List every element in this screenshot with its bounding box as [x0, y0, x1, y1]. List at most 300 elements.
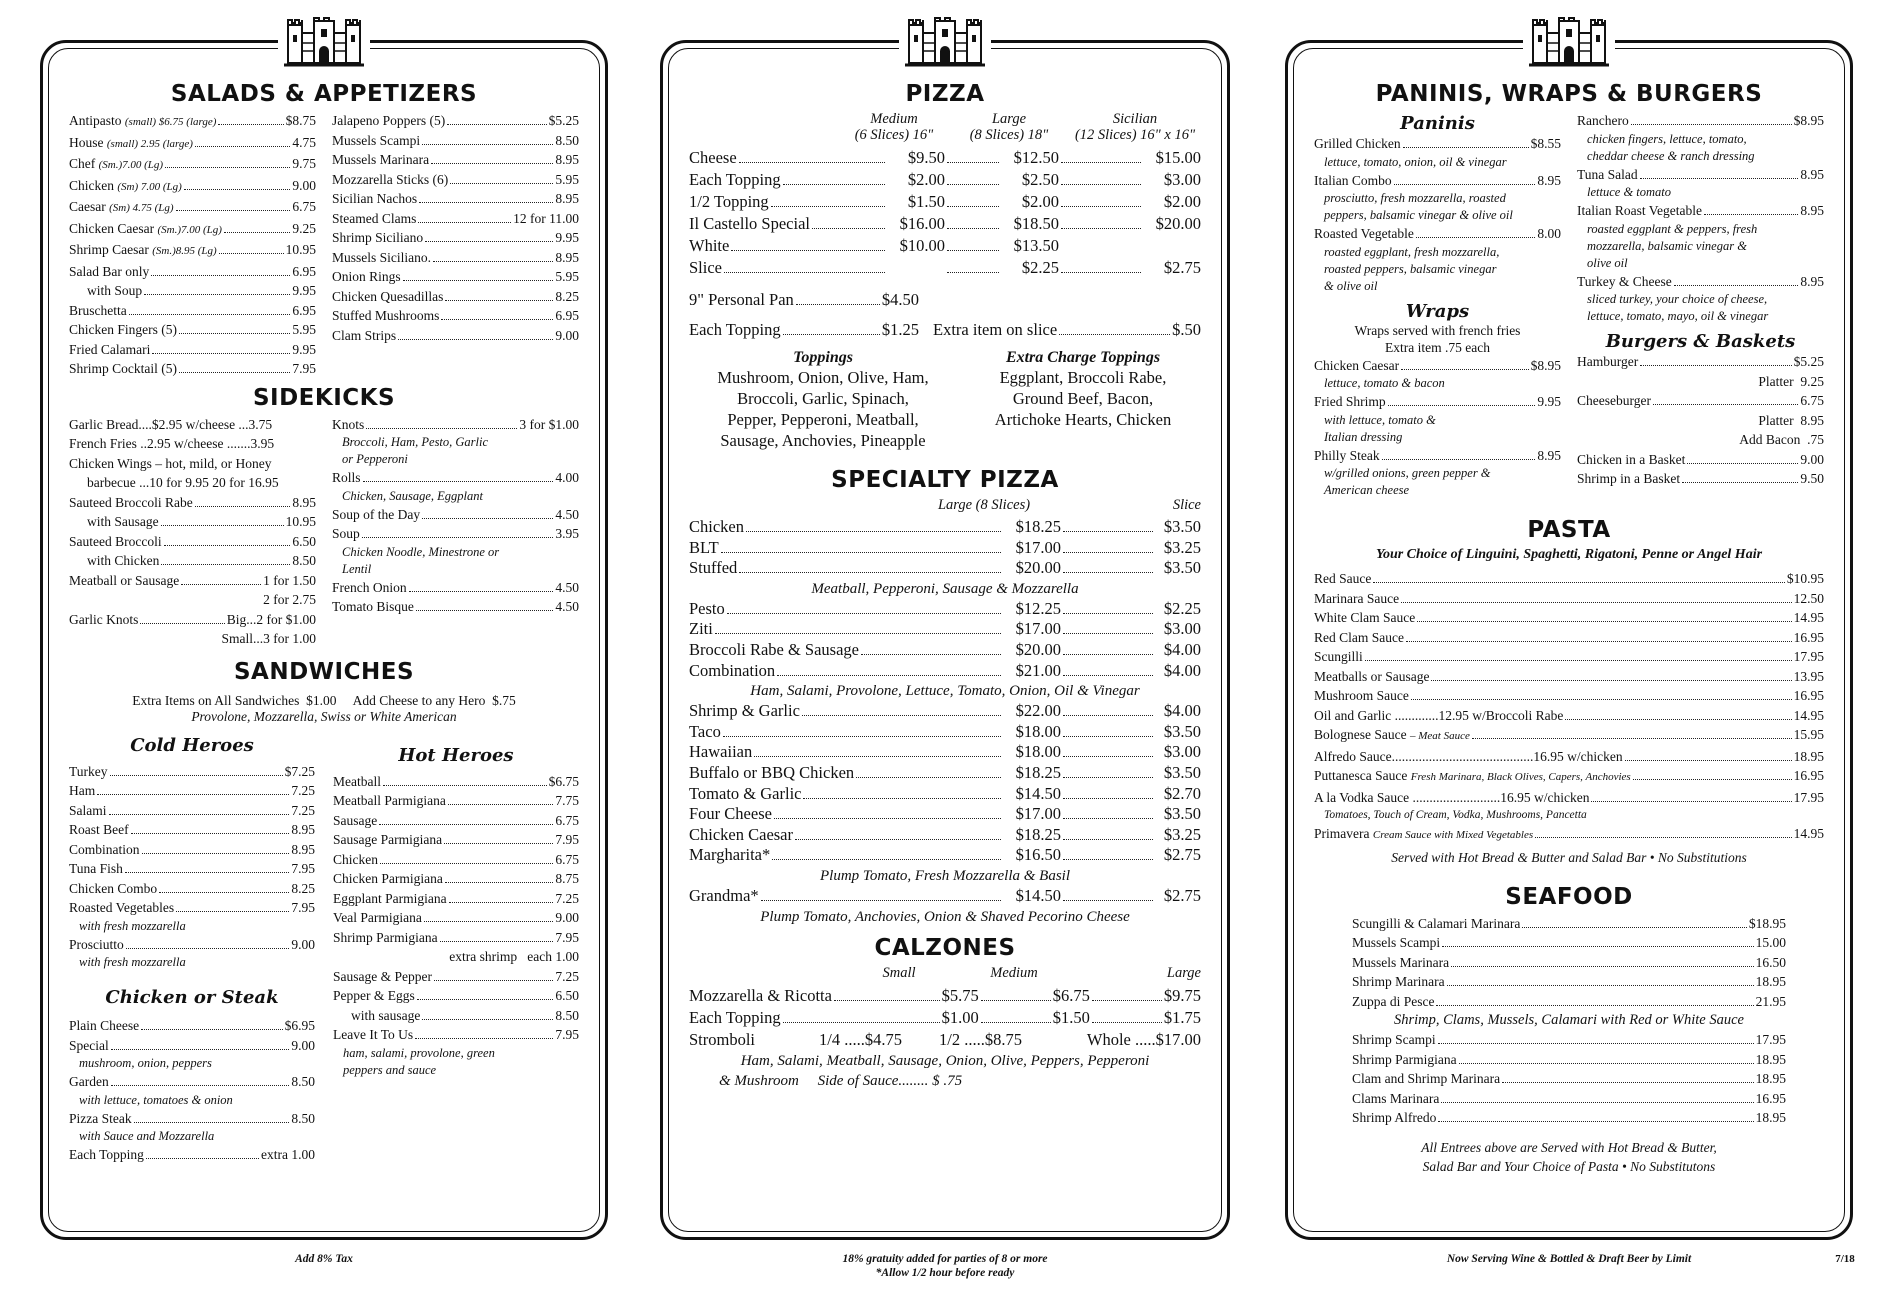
item-name: Meatball: [333, 773, 381, 789]
menu-item: [69, 197, 316, 219]
large-price: $18.00: [1015, 742, 1061, 762]
item-name: Cheese: [689, 148, 737, 167]
menu-item: barbecue ...10 for 9.95 20 for 16.95: [87, 475, 279, 490]
dot-leader: [1061, 162, 1141, 163]
dot-leader: [739, 572, 1001, 573]
dot-leader: [126, 948, 290, 949]
sidekicks-right-list: [332, 415, 579, 649]
item-price: $8.55: [1530, 136, 1561, 151]
large-price: $18.50: [1013, 214, 1059, 233]
menu-item: [1352, 933, 1786, 953]
item-name: Broccoli Rabe & Sausage: [689, 639, 859, 659]
menu-item: [1314, 589, 1824, 609]
specialty-pizza-row: [689, 517, 1201, 538]
sandwich-extras: Extra Items on All Sandwiches $1.00 Add Cheese to any Hero $.75: [132, 692, 516, 708]
menu-item: Garlic Bread....$2.95 w/cheese ...3.75: [69, 416, 273, 432]
item-price: 13.95: [1793, 668, 1824, 684]
item-price: 7.95: [555, 1027, 579, 1042]
item-price: $6.75: [548, 773, 579, 789]
dot-leader: [224, 232, 290, 233]
item-name: Sausage Parmigiana: [333, 832, 443, 847]
item-name: Each Topping: [69, 1147, 144, 1162]
item-price: 18.95: [1793, 748, 1824, 764]
dot-leader: [1063, 777, 1153, 778]
item-price: 9.00: [291, 936, 315, 952]
hot-heroes-column: [333, 729, 579, 1165]
menu-item: [1352, 914, 1786, 934]
dot-leader: [803, 798, 1001, 799]
dot-leader: [179, 333, 290, 334]
item-name: Il Castello Special: [689, 214, 810, 233]
dot-leader: [379, 824, 553, 825]
item-price: 5.95: [555, 171, 579, 187]
item-note: (Sm.)7.00 (Lg): [157, 223, 222, 236]
item-price: 18.95: [1755, 1051, 1786, 1067]
dot-leader: [441, 319, 553, 320]
menu-item: [69, 176, 316, 198]
item-name: Combination: [689, 660, 776, 680]
item-name: Caesar: [69, 199, 106, 214]
item-name: Clam Strips: [332, 327, 397, 343]
item-description: ham, salami, provolone, green: [343, 1045, 495, 1060]
item-description: chicken fingers, lettuce, tomato,: [1587, 131, 1747, 146]
large-price: $17.00: [1015, 804, 1061, 824]
menu-item: Garlic Knots Big...2 for $1.00: [69, 611, 316, 627]
pizza-row: [689, 213, 1201, 235]
dot-leader: [1441, 1102, 1753, 1103]
specialty-pizza-row: [689, 742, 1201, 763]
item-price: 9.00: [555, 327, 579, 343]
dot-leader: [97, 794, 289, 795]
item-price: 9.95: [1537, 394, 1561, 409]
menu-item: [332, 131, 579, 151]
item-name: with sausage: [351, 1007, 421, 1023]
dot-leader: [1063, 552, 1153, 553]
item-name: Special: [69, 1037, 109, 1053]
calzones-heading: CALZONES: [874, 934, 1016, 961]
menu-item: Tomato Bisque 4.50: [332, 599, 579, 614]
menu-item: [333, 889, 579, 909]
item-name: White: [689, 236, 730, 255]
item-price: 9.95: [555, 230, 579, 245]
menu-item: Shrimp in a Basket 9.50: [1577, 471, 1824, 486]
item-price: 8.95: [1800, 203, 1824, 218]
dot-leader: [129, 314, 291, 315]
wraps-heading: Wraps: [1405, 300, 1470, 322]
item-name: Red Clam Sauce: [1314, 629, 1404, 645]
menu-item: [332, 287, 579, 307]
menu-item: [333, 791, 579, 811]
item-name: Chicken Caesar: [1314, 357, 1400, 373]
dot-leader: [1640, 178, 1799, 179]
dot-leader: [152, 353, 290, 354]
menu-item: [1352, 1030, 1786, 1050]
item-name: Taco: [689, 721, 721, 741]
castle-icon: [899, 17, 991, 71]
item-name: Combination: [69, 841, 140, 857]
menu-item: [332, 111, 579, 131]
wraps-extra-note: Extra item .75 each: [1385, 339, 1490, 355]
item-name: Puttanesca Sauce: [1314, 768, 1408, 783]
slice-price: $4.00: [1163, 660, 1201, 680]
specialty-pizza-row: [689, 845, 1201, 866]
dot-leader: [1092, 1000, 1162, 1001]
specialty-pizza-row: [689, 619, 1201, 640]
item-price: $6.95: [284, 1018, 315, 1033]
dot-leader: [795, 839, 1001, 840]
extra-topping-line: Artichoke Hearts, Chicken: [994, 410, 1172, 429]
menu-item: [1314, 766, 1824, 788]
slice-price: $3.00: [1163, 742, 1201, 762]
beverage-note: Now Serving Wine & Bottled & Draft Beer by Limit: [1446, 1253, 1692, 1265]
large-price: $18.25: [1015, 824, 1061, 844]
dot-leader: [422, 1019, 553, 1020]
dot-leader: [1063, 613, 1153, 614]
item-price: 9.00: [292, 177, 316, 193]
item-name: A la Vodka Sauce ..........................16.95 w/chicken: [1314, 789, 1590, 805]
item-name: Salad Bar only: [69, 263, 150, 279]
sidekicks-left-list: [69, 415, 316, 649]
item-name: Veal Parmigiana: [333, 910, 422, 925]
dot-leader: [179, 372, 290, 373]
menu-item: [1352, 1108, 1786, 1128]
dot-leader: [1063, 756, 1153, 757]
item-note: (Sm.)8.95 (Lg): [152, 245, 217, 257]
dot-leader: [1406, 641, 1792, 642]
menu-item: Chicken in a Basket 9.00: [1577, 451, 1824, 467]
dot-leader: [424, 921, 554, 922]
dot-leader: [1674, 285, 1799, 286]
sicilian-price: $2.75: [1163, 258, 1201, 277]
item-name: Roast Beef: [69, 822, 129, 837]
dot-leader: [195, 146, 290, 147]
item-description: Chicken, Sausage, Eggplant: [342, 488, 483, 503]
item-description: or Pepperoni: [342, 452, 408, 466]
dot-leader: [444, 843, 553, 844]
item-name: Mozzarella Sticks (6): [332, 171, 449, 187]
menu-panel-left: [40, 40, 608, 1240]
item-description: Plump Tomato, Fresh Mozzarella & Basil: [819, 867, 1070, 884]
item-price: 8.95: [1537, 447, 1561, 463]
dot-leader: [184, 189, 291, 190]
item-price: 14.95: [1793, 707, 1824, 723]
dot-leader: [1438, 1121, 1753, 1122]
item-price: 8.50: [291, 1074, 315, 1089]
calzone-row: [689, 1007, 1201, 1029]
dot-leader: [1063, 654, 1153, 655]
item-price: 7.95: [292, 361, 316, 376]
item-name: Chicken: [333, 851, 378, 867]
menu-item: Rolls 4.00: [332, 470, 579, 485]
dot-leader: [1063, 900, 1153, 901]
item-price: 7.95: [555, 929, 579, 945]
item-description: Ham, Salami, Provolone, Lettuce, Tomato, Onion, Oil & Vinegar: [750, 683, 1140, 700]
dot-leader: [380, 863, 553, 864]
item-name: Chicken Caesar: [69, 220, 155, 236]
item-description: mozzarella, balsamic vinegar &: [1587, 238, 1747, 253]
topping-line: Pepper, Pepperoni, Meatball,: [727, 410, 919, 429]
item-name: Grandma*: [689, 885, 759, 905]
menu-item: [332, 150, 579, 170]
item-price: 8.95: [555, 152, 579, 167]
item-name: Turkey & Cheese: [1577, 273, 1672, 289]
item-name: Shrimp Siciliano: [332, 230, 424, 245]
item-name: Shrimp Alfredo: [1352, 1110, 1437, 1125]
item-name: Shrimp Marinara: [1352, 974, 1445, 989]
dot-leader: [1061, 272, 1141, 273]
menu-item: Hamburger $5.25: [1577, 354, 1824, 369]
item-price: 8.50: [291, 1110, 315, 1126]
item-price: 8.95: [555, 249, 579, 265]
menu-item: [69, 1016, 315, 1036]
dot-leader: [981, 1022, 1051, 1023]
large-price: $13.50: [1013, 236, 1059, 255]
menu-item: [1352, 953, 1786, 973]
dot-leader: [1382, 459, 1536, 460]
more-wraps-list: [1577, 111, 1824, 325]
dot-leader: [1447, 985, 1754, 986]
item-name: Mussels Scampi: [332, 132, 421, 148]
menu-item: [1577, 272, 1824, 292]
dot-leader: [218, 124, 283, 125]
item-price: 16.50: [1755, 954, 1786, 970]
item-name: Shrimp Caesar: [69, 242, 149, 257]
dot-leader: [856, 777, 1001, 778]
item-price: $8.95: [1793, 113, 1824, 128]
item-description: American cheese: [1324, 483, 1410, 497]
item-name: Zuppa di Pesce: [1352, 993, 1435, 1009]
large-price: $12.50: [1013, 148, 1059, 167]
item-description: Broccoli, Ham, Pesto, Garlic: [342, 435, 489, 449]
item-name: Mussels Marinara: [1352, 954, 1450, 970]
dot-leader: [1063, 859, 1153, 860]
item-note: (Sm) 4.75 (Lg): [109, 202, 174, 214]
dot-leader: [1522, 927, 1747, 928]
wraps-burgers-column: [1577, 111, 1824, 499]
extra-charge-toppings-list: Extra Charge Toppings Eggplant, Broccoli Rabe, Ground Beef, Bacon, Artichoke Hearts, Chicken: [965, 349, 1201, 451]
dot-leader: [434, 980, 553, 981]
item-price: 10.95: [285, 242, 316, 257]
item-name: Four Cheese: [689, 804, 772, 824]
menu-item: [333, 908, 579, 928]
extra-topping-line: Ground Beef, Bacon,: [1012, 389, 1154, 408]
extra-item-slice: Extra item on slice $.50: [933, 320, 1201, 339]
large-price: $17.00: [1015, 619, 1061, 639]
pizza-row: [689, 191, 1201, 213]
item-name: Oil and Garlic .............12.95 w/Broccoli Rabe: [1314, 707, 1564, 723]
item-price: 17.95: [1793, 649, 1824, 664]
dot-leader: [761, 900, 1001, 901]
slice-price: $3.50: [1163, 558, 1201, 578]
large-price: $21.00: [1015, 660, 1061, 680]
slice-price: $3.25: [1163, 537, 1201, 557]
specialty-pizza-list: [689, 517, 1201, 927]
large-price: $20.00: [1015, 558, 1061, 578]
castle-icon: [278, 17, 370, 71]
item-description: w/grilled onions, green pepper &: [1324, 466, 1491, 480]
item-price: 8.25: [291, 880, 315, 896]
item-name: Pepper & Eggs: [333, 988, 415, 1003]
item-name: Chef: [69, 156, 96, 171]
item-description: with lettuce, tomato &: [1324, 412, 1436, 427]
dot-leader: [812, 228, 885, 229]
item-price: 7.95: [291, 861, 315, 876]
wraps-list: [1314, 356, 1561, 500]
slice-price: $3.00: [1163, 619, 1201, 639]
item-name: Tuna Fish: [69, 861, 123, 876]
item-name: Mozzarella & Ricotta: [689, 985, 832, 1005]
menu-item: [1314, 171, 1561, 191]
menu-item: [1314, 608, 1824, 628]
dot-leader: [783, 1022, 940, 1023]
item-name: Stuffed: [689, 558, 738, 578]
menu-item: [1352, 1069, 1786, 1089]
chicken-steak-list: [69, 1016, 315, 1165]
dot-leader: [802, 715, 1001, 716]
dot-leader: [1416, 237, 1536, 238]
item-name: Meatballs or Sausage: [1314, 668, 1430, 684]
menu-item: [1314, 647, 1824, 667]
dot-leader: [1061, 206, 1141, 207]
platter-price: Platter 8.95: [1758, 412, 1824, 428]
item-name: Scungilli: [1314, 649, 1363, 664]
seafood-list: [1314, 914, 1824, 1128]
item-name: Sausage: [333, 812, 378, 828]
menu-item: [333, 928, 579, 948]
pasta-heading: PASTA: [1527, 517, 1611, 543]
item-price: 8.25: [555, 288, 579, 304]
specialty-pizza-row: [689, 701, 1201, 722]
dot-leader: [425, 241, 553, 242]
item-price: 7.25: [291, 802, 315, 818]
dot-leader: [1061, 184, 1141, 185]
item-price: 5.95: [555, 269, 579, 284]
dot-leader: [861, 654, 1001, 655]
item-note: (Sm) 7.00 (Lg): [117, 180, 182, 193]
slice-price: $4.00: [1163, 701, 1201, 721]
item-price: 8.50: [555, 1007, 579, 1023]
menu-item: [69, 820, 315, 840]
large-price: $18.25: [1015, 517, 1061, 536]
dot-leader: [723, 736, 1001, 737]
pasta-served-note: Served with Hot Bread & Butter and Salad Bar • No Substitutions: [1391, 849, 1747, 865]
item-description: Italian dressing: [1324, 429, 1403, 444]
item-price: 8.95: [555, 191, 579, 206]
item-price: $7.25: [284, 763, 315, 779]
item-name: Chicken: [689, 517, 744, 536]
dot-leader: [1388, 405, 1536, 406]
dot-leader: [834, 1000, 940, 1001]
menu-item: Soup 3.95: [332, 526, 579, 541]
extra-topping-line: Eggplant, Broccoli Rabe,: [999, 368, 1167, 387]
dot-leader: [1063, 736, 1153, 737]
pizza-row: [689, 169, 1201, 191]
item-price: 6.75: [555, 851, 579, 867]
chicken-steak-heading: Chicken or Steak: [105, 987, 279, 1008]
item-description: Shrimp, Clams, Mussels, Calamari with Red or White Sauce: [1393, 1012, 1744, 1028]
dot-leader: [1063, 798, 1153, 799]
slice-price: $3.50: [1163, 721, 1201, 741]
dot-leader: [1411, 699, 1792, 700]
stromboli-description: Ham, Salami, Meatball, Sausage, Onion, Olive, Peppers, Pepperoni: [740, 1052, 1150, 1069]
menu-item: [332, 209, 579, 229]
item-description: roasted peppers, balsamic vinegar: [1324, 261, 1497, 276]
menu-item: [69, 154, 316, 176]
menu-item: [333, 850, 579, 870]
item-name: Antipasto: [69, 113, 122, 128]
item-description: lettuce, tomato, onion, oil & vinegar: [1324, 154, 1507, 169]
seafood-served-note: All Entrees above are Served with Hot Bread & Butter, Salad Bar and Your Choice of Pasta • No Substitutons: [1421, 1139, 1717, 1174]
menu-item: Sauteed Broccoli 6.50: [69, 533, 316, 549]
dot-leader: [727, 613, 1001, 614]
dot-leader: [1436, 1005, 1753, 1006]
pizza-price-table: [689, 147, 1201, 279]
pizza-row: [689, 147, 1201, 169]
item-name: Margharita*: [689, 845, 771, 865]
menu-item: [333, 1006, 579, 1026]
menu-item: [332, 170, 579, 190]
item-price: 16.95: [1755, 1090, 1786, 1106]
item-price: 16.95: [1793, 629, 1824, 645]
menu-panel-right: [1285, 40, 1853, 1240]
dot-leader: [947, 206, 999, 207]
large-price: $2.50: [1021, 170, 1059, 189]
medium-price: $1.50: [907, 192, 945, 211]
large-price: $17.00: [1015, 537, 1061, 557]
item-description: with lettuce, tomatoes & onion: [79, 1092, 233, 1107]
dot-leader: [1061, 228, 1141, 229]
item-description: peppers, balsamic vinegar & olive oil: [1324, 208, 1513, 222]
medium-price: $9.50: [907, 148, 945, 167]
large-price: $14.50: [1015, 783, 1061, 803]
item-name: Tuna Salad: [1577, 166, 1638, 182]
item-price: 18.95: [1755, 1071, 1786, 1086]
sicilian-price: $20.00: [1155, 214, 1201, 233]
menu-item: [69, 840, 315, 860]
menu-item: [1314, 667, 1824, 687]
menu-item: [333, 967, 579, 987]
dot-leader: [739, 162, 885, 163]
menu-date: 7/18: [1835, 1253, 1855, 1265]
menu-item: [1352, 972, 1786, 992]
topping-line: Broccoli, Garlic, Spinach,: [737, 389, 909, 408]
menu-item: [332, 267, 579, 287]
pasta-choice: Your Choice of Linguini, Spaghetti, Rigatoni, Penne or Angel Hair: [1375, 547, 1763, 562]
slice-price: $2.70: [1163, 783, 1201, 803]
gratuity-note: 18% gratuity added for parties of 8 or more *Allow 1/2 hour before ready: [842, 1253, 1048, 1279]
menu-item: [333, 830, 579, 850]
item-price: 6.75: [292, 199, 316, 214]
pizza-row: [689, 235, 1201, 257]
personal-pan: 9" Personal Pan $4.50: [689, 290, 919, 309]
menu-item: [69, 340, 316, 360]
dot-leader: [777, 675, 1001, 676]
menu-item: [333, 772, 579, 792]
menu-item: [1352, 1089, 1786, 1109]
item-description: Tomatoes, Touch of Cream, Vodka, Mushrooms, Pancetta: [1324, 809, 1587, 821]
item-price: 7.75: [555, 793, 579, 808]
dot-leader: [445, 300, 553, 301]
item-name: Shrimp Cocktail (5): [69, 361, 177, 376]
specialty-size-header: Large (8 Slices) Slice: [937, 497, 1201, 513]
dot-leader: [947, 184, 999, 185]
dot-leader: [111, 1049, 290, 1050]
item-price: 6.95: [292, 263, 316, 279]
item-name: Bolognese Sauce: [1314, 727, 1407, 742]
item-name: Shrimp Parmigiana: [333, 929, 438, 945]
dot-leader: [981, 1000, 1051, 1001]
menu-item: [1577, 201, 1824, 221]
